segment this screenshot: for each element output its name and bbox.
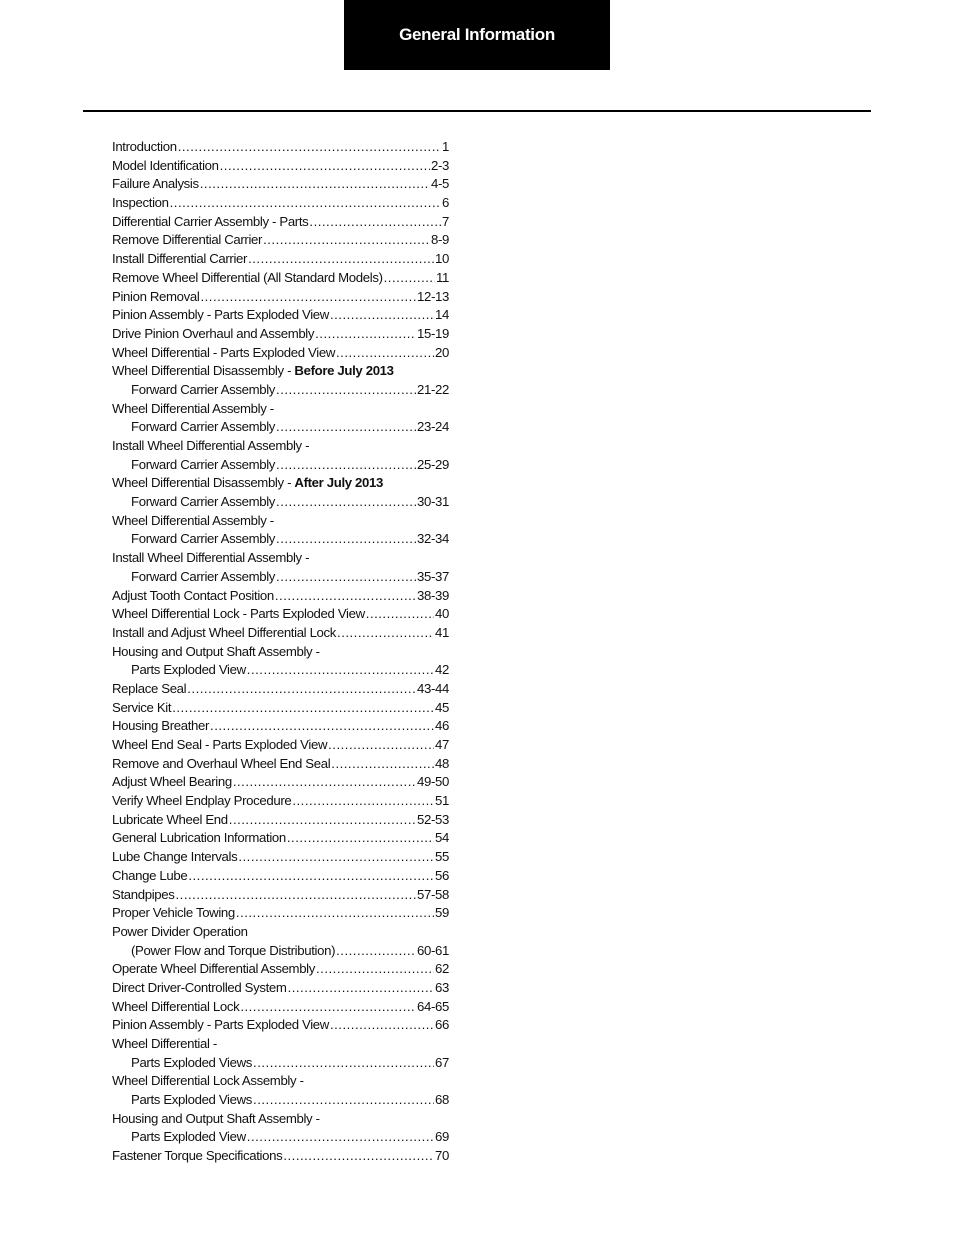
toc-dot-leader: [253, 1054, 434, 1073]
section-title: General Information: [399, 25, 555, 44]
toc-dot-leader: [187, 680, 416, 699]
toc-entry-title-text: Wheel Differential - Parts Exploded View: [112, 344, 336, 360]
toc-entry[interactable]: [112, 306, 449, 325]
toc-entry-title: [112, 736, 327, 755]
toc-entry-page: 7: [442, 213, 449, 229]
toc-entry-continuation[interactable]: [112, 1091, 449, 1110]
toc-entry[interactable]: [112, 269, 449, 288]
toc-entry[interactable]: [112, 138, 449, 157]
toc-entry[interactable]: [112, 344, 449, 363]
toc-entry[interactable]: [112, 699, 449, 718]
toc-entry-title-text: Power Divider Operation: [112, 923, 248, 939]
toc-dot-leader: [330, 1016, 434, 1035]
toc-entry[interactable]: [112, 605, 449, 624]
toc-entry[interactable]: [112, 643, 449, 662]
toc-entry[interactable]: [112, 175, 449, 194]
section-header-tab: [344, 0, 610, 70]
toc-dot-leader: [200, 175, 430, 194]
toc-dot-leader: [240, 998, 416, 1017]
toc-entry-date-qualifier: Before July 2013: [294, 363, 394, 379]
toc-entry-title: [112, 549, 309, 568]
toc-entry[interactable]: [112, 362, 449, 381]
toc-entry-page: 25-29: [417, 456, 449, 472]
toc-entry[interactable]: [112, 960, 449, 979]
toc-dot-leader: [276, 568, 416, 587]
toc-entry-title: [112, 157, 219, 176]
toc-entry-title: [112, 699, 171, 718]
toc-entry-page: 8-9: [430, 232, 449, 248]
toc-entry[interactable]: [112, 288, 449, 307]
toc-entry-title-text: Service Kit: [112, 699, 172, 715]
toc-entry-title: [112, 643, 320, 662]
toc-entry-title: [112, 269, 383, 288]
toc-dot-leader: [247, 661, 434, 680]
toc-entry-page: 70: [435, 1148, 449, 1164]
toc-entry-page: 12-13: [417, 288, 449, 304]
toc-entry[interactable]: [112, 904, 449, 923]
toc-entry-title: [112, 306, 329, 325]
toc-dot-leader: [172, 699, 434, 718]
toc-entry[interactable]: [112, 998, 449, 1017]
toc-entry-continuation[interactable]: [112, 661, 449, 680]
toc-entry-title-text: Adjust Wheel Bearing: [112, 774, 232, 790]
toc-dot-leader: [263, 231, 430, 250]
toc-entry-subtitle: Forward Carrier Assembly: [131, 381, 276, 397]
toc-entry-title: [112, 998, 239, 1017]
toc-entry-title-text: Install Wheel Differential Assembly -: [112, 438, 310, 453]
toc-entry-title: [112, 437, 309, 456]
toc-entry-title: [112, 400, 274, 419]
toc-entry-continuation[interactable]: [112, 530, 449, 549]
toc-entry[interactable]: [112, 717, 449, 736]
toc-entry-title-text: Wheel Differential Assembly -: [112, 512, 274, 528]
toc-dot-leader: [287, 829, 434, 848]
toc-dot-leader: [336, 942, 416, 961]
toc-entry-continuation[interactable]: [112, 942, 449, 961]
toc-entry-title-text: Introduction: [112, 139, 177, 154]
toc-entry-page: 69: [435, 1129, 449, 1145]
toc-entry-title-text: Fastener Torque Specifications: [112, 1148, 283, 1164]
toc-entry-continuation[interactable]: [112, 1054, 449, 1073]
toc-entry-page: 63: [435, 979, 449, 995]
toc-dot-leader: [248, 250, 434, 269]
toc-entry-title-text: Install and Adjust Wheel Differential Lock: [112, 624, 337, 640]
toc-entry[interactable]: [112, 773, 449, 792]
toc-entry[interactable]: [112, 250, 449, 269]
toc-entry-page: 60-61: [417, 942, 449, 958]
toc-entry[interactable]: [112, 867, 449, 886]
toc-entry[interactable]: [112, 213, 449, 232]
toc-entry[interactable]: [112, 194, 449, 213]
toc-dot-leader: [366, 605, 434, 624]
toc-entry-title-text: Pinion Assembly - Parts Exploded View: [112, 307, 329, 323]
toc-entry-title: [112, 886, 175, 905]
toc-entry-page: 15-19: [417, 325, 449, 341]
toc-entry[interactable]: [112, 811, 449, 830]
toc-dot-leader: [315, 325, 416, 344]
toc-entry-page: 35-37: [417, 568, 449, 584]
toc-dot-leader: [336, 344, 434, 363]
toc-entry-title: [112, 194, 169, 213]
toc-entry-title-text: Failure Analysis: [112, 176, 199, 192]
toc-entry[interactable]: [112, 886, 449, 905]
toc-entry-page: 43-44: [417, 680, 449, 696]
toc-entry-title-text: Wheel Differential Lock: [112, 998, 240, 1014]
toc-dot-leader: [337, 624, 434, 643]
toc-entry-page: 66: [435, 1017, 449, 1033]
toc-entry[interactable]: [112, 1072, 449, 1091]
toc-entry-page: 48: [435, 755, 449, 771]
toc-entry-continuation[interactable]: [112, 456, 449, 475]
toc-dot-leader: [236, 904, 434, 923]
toc-entry-title-text: General Lubrication Information: [112, 830, 286, 846]
toc-entry[interactable]: [112, 680, 449, 699]
toc-dot-leader: [178, 138, 441, 157]
toc-entry-page: 30-31: [417, 494, 449, 510]
toc-entry-title-text: Differential Carrier Assembly - Parts: [112, 213, 309, 229]
toc-entry-page: 47: [435, 737, 449, 752]
toc-entry-page: 41: [435, 624, 449, 640]
toc-entry-title-text: Wheel Differential Assembly -: [112, 400, 274, 416]
toc-dot-leader: [276, 493, 416, 512]
toc-entry-title: [112, 587, 274, 606]
toc-entry[interactable]: [112, 923, 449, 942]
toc-entry-title-text: Proper Vehicle Towing: [112, 905, 235, 921]
toc-entry-title: [112, 829, 286, 848]
toc-entry[interactable]: [112, 979, 449, 998]
toc-dot-leader: [328, 736, 434, 755]
toc-entry-page: 20: [435, 344, 449, 360]
toc-entry-title: [112, 680, 186, 699]
toc-entry-title-text: Install Wheel Differential Assembly -: [112, 550, 310, 566]
toc-entry[interactable]: [112, 829, 449, 848]
toc-entry-subtitle: Forward Carrier Assembly: [131, 568, 276, 584]
toc-dot-leader: [283, 1147, 434, 1166]
toc-entry-title: [112, 362, 394, 381]
toc-entry-title-text: Pinion Removal: [112, 288, 200, 304]
toc-dot-leader: [170, 194, 441, 213]
toc-entry-title-text: Remove and Overhaul Wheel End Seal: [112, 755, 331, 771]
toc-entry-title-text: Lube Change Intervals: [112, 849, 238, 865]
toc-entry[interactable]: [112, 325, 449, 344]
toc-entry-title-text: Wheel Differential -: [112, 1036, 217, 1051]
toc-entry[interactable]: [112, 587, 449, 606]
toc-entry-page: 2-3: [430, 157, 449, 173]
toc-entry-title-text: Remove Differential Carrier: [112, 232, 263, 248]
toc-entry-page: 4-5: [430, 176, 449, 192]
toc-entry-title: [112, 344, 335, 363]
toc-entry-page: 68: [435, 1092, 449, 1108]
toc-dot-leader: [330, 306, 434, 325]
toc-entry[interactable]: [112, 1035, 449, 1054]
toc-entry-title: [112, 811, 228, 830]
toc-dot-leader: [309, 213, 441, 232]
toc-dot-leader: [276, 381, 416, 400]
toc-entry-title-text: Operate Wheel Differential Assembly: [112, 961, 315, 977]
toc-entry-page: 45: [435, 699, 449, 715]
toc-entry-subtitle: (Power Flow and Torque Distribution): [131, 942, 336, 958]
toc-entry-title: [112, 231, 262, 250]
toc-entry[interactable]: [112, 437, 449, 456]
toc-entry-title: [112, 288, 199, 307]
toc-entry-title: [112, 624, 336, 643]
toc-dot-leader: [276, 456, 416, 475]
toc-entry-title-text: Standpipes: [112, 886, 175, 902]
toc-entry-page: 55: [435, 849, 449, 865]
toc-entry-title: [112, 512, 274, 531]
toc-dot-leader: [200, 288, 416, 307]
toc-entry-title-text: Install Differential Carrier: [112, 251, 248, 267]
toc-entry-page: 6: [442, 195, 449, 211]
toc-entry-page: 14: [435, 307, 449, 323]
toc-entry-title: [112, 175, 199, 194]
toc-entry-title: [112, 138, 177, 157]
toc-entry-title-text: Inspection: [112, 195, 169, 211]
toc-entry-title: [112, 1016, 329, 1035]
toc-entry-title: [112, 1147, 282, 1166]
toc-entry[interactable]: [112, 624, 449, 643]
toc-entry-title: [112, 960, 315, 979]
toc-entry-title-text: Replace Seal: [112, 680, 187, 696]
toc-entry-title: [112, 605, 365, 624]
toc-entry-title: [112, 1110, 320, 1129]
toc-entry-page: 21-22: [417, 381, 449, 397]
toc-entry-continuation[interactable]: [112, 1128, 449, 1147]
toc-dot-leader: [384, 269, 435, 288]
toc-entry-title-text: Adjust Tooth Contact Position: [112, 587, 274, 603]
toc-entry-continuation[interactable]: [112, 418, 449, 437]
toc-entry-page: 42: [435, 662, 449, 678]
toc-entry-title-text: Change Lube: [112, 867, 188, 883]
table-of-contents: [112, 138, 449, 1166]
toc-entry-page: 67: [435, 1054, 449, 1070]
toc-entry-page: 11: [436, 269, 449, 285]
toc-entry-subtitle: Forward Carrier Assembly: [131, 494, 276, 510]
toc-entry-title: [112, 325, 314, 344]
toc-entry-continuation[interactable]: [112, 493, 449, 512]
toc-entry-title-text: Wheel Differential Disassembly -: [112, 363, 295, 379]
toc-entry-title-text: Housing and Output Shaft Assembly -: [112, 643, 320, 659]
toc-dot-leader: [176, 886, 417, 905]
toc-entry-title-text: Lubricate Wheel End: [112, 811, 228, 827]
toc-entry-title-text: Housing and Output Shaft Assembly -: [112, 1110, 320, 1126]
toc-entry[interactable]: [112, 1110, 449, 1129]
toc-entry[interactable]: [112, 792, 449, 811]
toc-entry-continuation[interactable]: [112, 568, 449, 587]
toc-entry-title-text: Remove Wheel Differential (All Standard Models): [112, 269, 383, 285]
toc-entry-page: 40: [435, 606, 449, 622]
toc-entry-subtitle: Parts Exploded View: [131, 662, 246, 678]
header-divider: [83, 110, 871, 112]
toc-entry[interactable]: [112, 400, 449, 419]
toc-dot-leader: [188, 867, 434, 886]
toc-entry-date-qualifier: After July 2013: [294, 475, 383, 491]
toc-dot-leader: [288, 979, 434, 998]
toc-entry[interactable]: [112, 474, 449, 493]
toc-dot-leader: [276, 530, 416, 549]
toc-entry-page: 56: [435, 867, 449, 883]
toc-entry-title: [112, 213, 308, 232]
toc-entry[interactable]: [112, 848, 449, 867]
toc-dot-leader: [253, 1091, 434, 1110]
toc-entry-title-text: Pinion Assembly - Parts Exploded View: [112, 1017, 329, 1033]
toc-entry-subtitle: Parts Exploded View: [131, 1129, 246, 1145]
toc-entry-title-text: Wheel Differential Lock - Parts Exploded View: [112, 606, 365, 622]
toc-entry-title-text: Housing Breather: [112, 718, 210, 734]
toc-dot-leader: [276, 418, 416, 437]
toc-entry-subtitle: Forward Carrier Assembly: [131, 419, 276, 435]
toc-entry-title-text: Model Identification: [112, 157, 219, 173]
toc-entry-page: 59: [435, 905, 449, 921]
toc-dot-leader: [275, 587, 416, 606]
toc-dot-leader: [316, 960, 434, 979]
toc-entry-page: 46: [435, 718, 449, 734]
toc-entry-subtitle: Parts Exploded Views: [131, 1054, 253, 1070]
toc-dot-leader: [220, 157, 430, 176]
toc-entry-title: [112, 1035, 217, 1054]
toc-entry-title: [112, 717, 209, 736]
toc-entry-title: [112, 792, 291, 811]
toc-entry-subtitle: Forward Carrier Assembly: [131, 456, 276, 472]
toc-entry-title-text: Wheel Differential Lock Assembly -: [112, 1073, 304, 1089]
toc-entry-title-text: Wheel End Seal - Parts Exploded View: [112, 737, 328, 752]
toc-entry-page: 23-24: [417, 419, 449, 435]
toc-entry-title: [112, 979, 287, 998]
toc-dot-leader: [292, 792, 434, 811]
toc-entry-title: [112, 474, 383, 493]
toc-entry-title: [112, 755, 330, 774]
toc-entry-page: 38-39: [417, 587, 449, 603]
toc-entry[interactable]: [112, 512, 449, 531]
toc-entry[interactable]: [112, 157, 449, 176]
toc-dot-leader: [331, 755, 434, 774]
toc-dot-leader: [247, 1128, 434, 1147]
toc-dot-leader: [210, 717, 434, 736]
toc-entry-title: [112, 904, 235, 923]
toc-entry-title: [112, 867, 187, 886]
toc-entry[interactable]: [112, 549, 449, 568]
toc-entry-page: 10: [435, 251, 449, 267]
toc-entry[interactable]: [112, 755, 449, 774]
toc-entry-continuation[interactable]: [112, 381, 449, 400]
toc-entry-page: 62: [435, 961, 449, 977]
toc-entry-title-text: Drive Pinion Overhaul and Assembly: [112, 325, 315, 341]
toc-entry-title: [112, 773, 232, 792]
toc-entry-page: 64-65: [417, 998, 449, 1014]
toc-dot-leader: [238, 848, 434, 867]
toc-entry-subtitle: Parts Exploded Views: [131, 1092, 253, 1108]
toc-entry-subtitle: Forward Carrier Assembly: [131, 531, 276, 547]
toc-entry-title-text: Wheel Differential Disassembly -: [112, 475, 295, 491]
toc-entry-title: [112, 250, 247, 269]
toc-entry[interactable]: [112, 1016, 449, 1035]
toc-entry-title-text: Direct Driver-Controlled System: [112, 979, 287, 995]
toc-entry[interactable]: [112, 1147, 449, 1166]
toc-dot-leader: [233, 773, 416, 792]
toc-entry-page: 32-34: [417, 531, 449, 547]
toc-entry-title: [112, 923, 248, 942]
toc-entry-page: 1: [442, 139, 449, 154]
toc-dot-leader: [229, 811, 416, 830]
toc-entry[interactable]: [112, 736, 449, 755]
toc-entry-page: 52-53: [417, 811, 449, 827]
toc-entry[interactable]: [112, 231, 449, 250]
toc-entry-page: 51: [435, 793, 449, 809]
toc-entry-page: 49-50: [417, 774, 449, 790]
toc-entry-title: [112, 1072, 304, 1091]
toc-entry-page: 54: [435, 830, 449, 846]
toc-entry-title-text: Verify Wheel Endplay Procedure: [112, 793, 292, 809]
toc-entry-page: 57-58: [417, 886, 449, 902]
toc-entry-title: [112, 848, 237, 867]
